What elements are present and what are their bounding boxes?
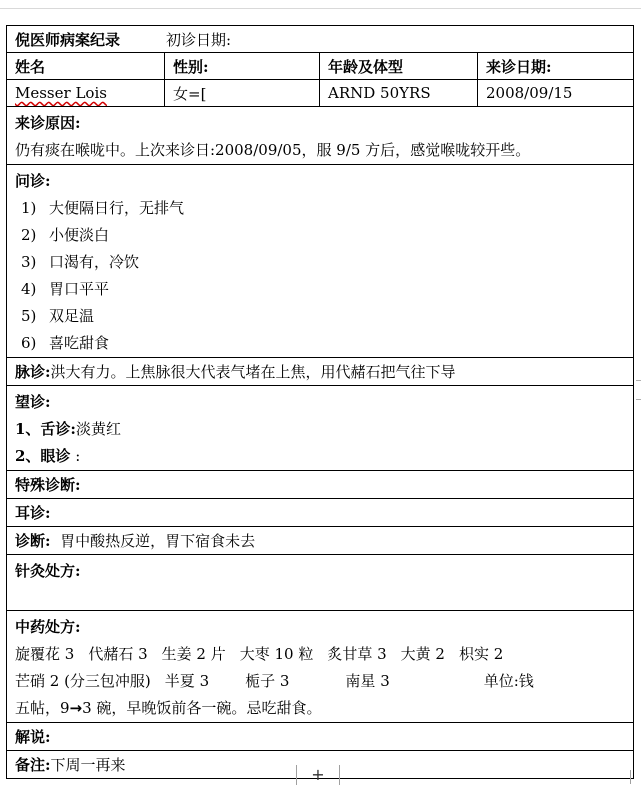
field-header-row	[7, 53, 634, 80]
document-title: 倪医师病案纪录	[15, 30, 121, 49]
plus-icon: +	[311, 765, 325, 784]
page-top-edge	[0, 0, 641, 9]
herb-item: 栀子 3	[245, 672, 290, 690]
margin-mark	[636, 380, 641, 381]
age-value[interactable]: ARND 50YRS	[320, 80, 478, 107]
visit-date-label: 来诊日期:	[478, 53, 634, 80]
herbal-line-2	[15, 668, 625, 695]
inquiry-row	[7, 165, 634, 358]
explanation-label[interactable]: 解说:	[7, 723, 634, 751]
dosage-line: 五帖，9→3 碗，早晚饭前各一碗。忌吃甜食。	[15, 699, 322, 717]
corner-marker	[630, 770, 641, 784]
observation-label: 望诊:	[15, 393, 51, 411]
special-label[interactable]: 特殊诊断:	[7, 471, 634, 499]
herb-item: 炙甘草 3	[327, 645, 387, 663]
title-row	[7, 26, 634, 53]
pulse-cell[interactable]	[7, 358, 634, 386]
add-tab-button[interactable]	[296, 765, 340, 785]
diagnosis-label: 诊断:	[15, 532, 51, 550]
arrow-icon: →	[69, 699, 83, 717]
explanation-row	[7, 723, 634, 751]
list-item: 4) 胃口平平	[21, 280, 110, 298]
pulse-row	[7, 358, 634, 386]
eye-text: :	[75, 447, 81, 465]
herb-item: 芒硝 2 (分三包冲服)	[15, 672, 151, 690]
name-value: Messer Lois	[15, 84, 107, 102]
herb-item: 代赭石 3	[88, 645, 148, 663]
inquiry-label: 问诊:	[15, 172, 51, 190]
reason-cell[interactable]	[7, 107, 634, 165]
herbal-row	[7, 611, 634, 723]
herbal-label: 中药处方:	[15, 618, 81, 636]
ear-row	[7, 499, 634, 527]
herb-item: 旋覆花 3	[15, 645, 75, 663]
list-item: 2) 小便淡白	[21, 226, 110, 244]
reason-text: 仍有痰在喉咙中。上次来诊日:2008/09/05，服 9/5 方后，感觉喉咙较开些。	[15, 141, 531, 159]
visit-date-value[interactable]: 2008/09/15	[478, 80, 634, 107]
herb-item: 大黄 2	[400, 645, 445, 663]
acupuncture-label: 针灸处方:	[15, 562, 81, 580]
list-item: 3) 口渴有，冷饮	[21, 253, 140, 271]
unit-label: 单位:钱	[483, 672, 534, 690]
list-item: 1) 大便隔日行，无排气	[21, 199, 185, 217]
reason-row	[7, 107, 634, 165]
diagnosis-text: 胃中酸热反逆，胃下宿食未去	[60, 532, 256, 550]
herb-item: 枳实 2	[458, 645, 504, 663]
remarks-label: 备注:	[15, 756, 51, 774]
list-item: 6) 喜吃甜食	[21, 334, 110, 352]
eye-label: 2、眼诊	[15, 447, 71, 465]
diagnosis-row	[7, 527, 634, 555]
title-cell	[7, 26, 634, 53]
tongue-text: 淡黄红	[75, 420, 121, 438]
field-value-row	[7, 80, 634, 107]
herb-item: 南星 3	[345, 672, 390, 690]
acupuncture-row	[7, 555, 634, 611]
observation-row	[7, 386, 634, 471]
age-label: 年龄及体型	[320, 53, 478, 80]
acupuncture-cell[interactable]	[7, 555, 634, 611]
reason-label: 来诊原因:	[15, 114, 81, 132]
name-value-cell[interactable]	[7, 80, 165, 107]
first-visit-label: 初诊日期:	[166, 30, 232, 49]
diagnosis-cell[interactable]	[7, 527, 634, 555]
pulse-label: 脉诊:	[15, 363, 51, 381]
margin-mark	[636, 399, 641, 400]
list-item: 5) 双足温	[21, 307, 95, 325]
herbal-line-1	[15, 641, 625, 668]
medical-record-table	[6, 25, 634, 779]
inquiry-list	[15, 195, 625, 357]
inquiry-cell[interactable]	[7, 165, 634, 358]
sex-value[interactable]: 女=[	[165, 80, 320, 107]
herb-item: 半夏 3	[164, 672, 210, 690]
herb-item: 生姜 2 片	[161, 645, 226, 663]
ear-label[interactable]: 耳诊:	[7, 499, 634, 527]
sex-label: 性别:	[165, 53, 320, 80]
pulse-text: 洪大有力。上焦脉很大代表气堵在上焦，用代赭石把气往下导	[50, 363, 456, 381]
observation-cell[interactable]	[7, 386, 634, 471]
herb-item: 大枣 10 粒	[239, 645, 314, 663]
special-row	[7, 471, 634, 499]
herbal-cell[interactable]	[7, 611, 634, 723]
tongue-label: 1、舌诊:	[15, 420, 76, 438]
name-label: 姓名	[7, 53, 165, 80]
remarks-text: 下周一再来	[50, 756, 126, 774]
